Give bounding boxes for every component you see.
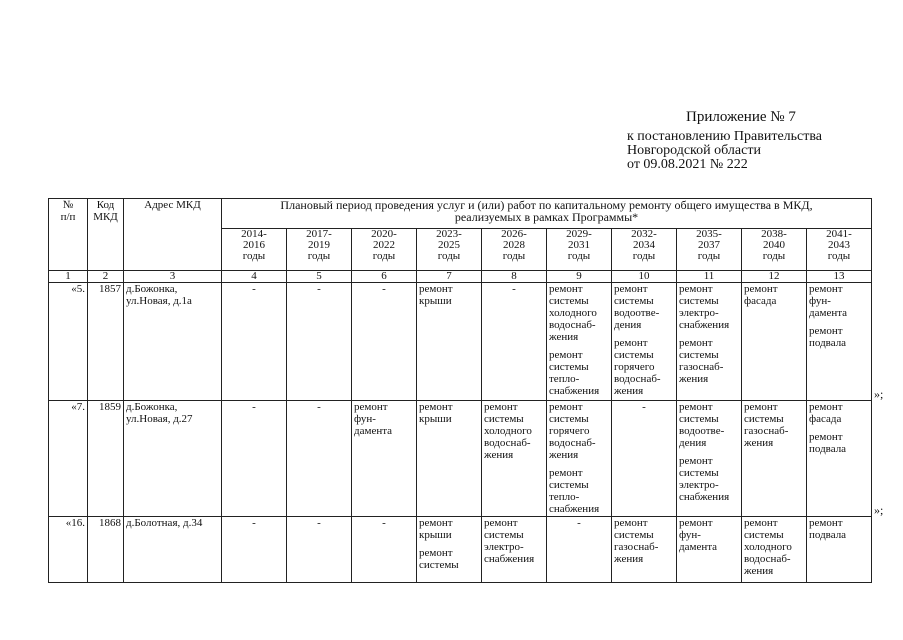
work-item: ремонт фасада — [744, 283, 778, 307]
work-item: ремонт системы холодного водоснаб- жения — [484, 401, 532, 461]
period-cell — [807, 401, 872, 517]
header-year-period: 2038- 2040 годы — [742, 229, 807, 271]
period-cell — [352, 283, 417, 401]
no-work-dash: - — [642, 401, 646, 413]
column-number: 5 — [287, 271, 352, 283]
period-cell — [352, 401, 417, 517]
period-cell — [287, 517, 352, 583]
row-number: «16. — [49, 517, 88, 583]
column-number: 10 — [612, 271, 677, 283]
period-cell — [547, 517, 612, 583]
work-item: ремонт крыши — [419, 517, 453, 541]
work-item: ремонт фасада — [809, 401, 843, 425]
decree-reference — [627, 130, 822, 172]
work-item: ремонт системы горячего водоснаб- жения — [549, 401, 596, 461]
work-item: ремонт фун- дамента — [679, 517, 718, 553]
header-address: Адрес МКД — [124, 199, 222, 271]
column-number: 8 — [482, 271, 547, 283]
period-cell — [482, 517, 547, 583]
period-cell — [287, 283, 352, 401]
work-item: ремонт системы холодного водоснаб- жения — [744, 517, 792, 577]
row-number: «7. — [49, 401, 88, 517]
period-cell — [352, 517, 417, 583]
row-number: «5. — [49, 283, 88, 401]
period-cell — [742, 401, 807, 517]
decree-line-2: Новгородской области — [627, 143, 761, 158]
period-cell — [222, 517, 287, 583]
header-year-period: 2026- 2028 годы — [482, 229, 547, 271]
work-item: ремонт системы электро- снабжения — [679, 455, 730, 503]
column-number: 12 — [742, 271, 807, 283]
period-cell — [417, 401, 482, 517]
column-number: 11 — [677, 271, 742, 283]
work-item: ремонт системы тепло- снабжения — [549, 467, 600, 515]
no-work-dash: - — [382, 517, 386, 529]
period-cell — [677, 283, 742, 401]
no-work-dash: - — [317, 283, 321, 295]
mkd-code: 1857 — [88, 283, 124, 401]
table-row — [49, 283, 872, 401]
header-year-period: 2035- 2037 годы — [677, 229, 742, 271]
period-cell — [677, 517, 742, 583]
mkd-code: 1859 — [88, 401, 124, 517]
header-planned-period: Плановый период проведения услуг и (или) работ по капитальному ремонту общего имущества в МКД, реализуемых в рамках Программы* — [222, 199, 872, 229]
work-item: ремонт крыши — [419, 283, 453, 307]
row-closing-quote: »; — [874, 386, 884, 401]
no-work-dash: - — [382, 283, 386, 295]
no-work-dash: - — [252, 517, 256, 529]
mkd-address: д.Божонка, ул.Новая, д.27 — [124, 401, 222, 517]
column-number: 4 — [222, 271, 287, 283]
header-year-period: 2029- 2031 годы — [547, 229, 612, 271]
column-number: 7 — [417, 271, 482, 283]
work-item: ремонт крыши — [419, 401, 453, 425]
table-row — [49, 517, 872, 583]
period-cell — [417, 283, 482, 401]
work-item: ремонт фун- дамента — [354, 401, 393, 437]
header-year-period: 2041- 2043 годы — [807, 229, 872, 271]
header-year-period: 2023- 2025 годы — [417, 229, 482, 271]
column-number: 3 — [124, 271, 222, 283]
work-item: ремонт системы электро- снабжения — [679, 283, 730, 331]
no-work-dash: - — [577, 517, 581, 529]
period-cell — [222, 283, 287, 401]
period-cell — [417, 517, 482, 583]
period-cell — [612, 517, 677, 583]
header-year-period: 2032- 2034 годы — [612, 229, 677, 271]
work-item: ремонт подвала — [809, 431, 847, 455]
work-item: ремонт подвала — [809, 325, 847, 349]
column-number: 6 — [352, 271, 417, 283]
work-item: ремонт системы газоснаб- жения — [744, 401, 789, 449]
header-no: № п/п — [49, 199, 88, 271]
header-code: Код МКД — [88, 199, 124, 271]
no-work-dash: - — [252, 401, 256, 413]
period-cell — [482, 283, 547, 401]
period-cell — [222, 401, 287, 517]
header-year-period: 2017- 2019 годы — [287, 229, 352, 271]
period-cell — [807, 283, 872, 401]
period-cell — [547, 283, 612, 401]
header-year-period: 2014- 2016 годы — [222, 229, 287, 271]
work-item: ремонт подвала — [809, 517, 847, 541]
work-item: ремонт системы газоснаб- жения — [614, 517, 659, 565]
decree-line-3: от 09.08.2021 № 222 — [627, 157, 748, 172]
work-item: ремонт системы холодного водоснаб- жения — [549, 283, 597, 343]
mkd-address: д.Божонка, ул.Новая, д.1а — [124, 283, 222, 401]
decree-line-1: к постановлению Правительства — [627, 129, 823, 144]
period-cell — [742, 283, 807, 401]
period-cell — [742, 517, 807, 583]
mkd-code: 1868 — [88, 517, 124, 583]
period-cell — [612, 283, 677, 401]
work-item: ремонт фун- дамента — [809, 283, 848, 319]
capital-repair-table — [48, 198, 872, 583]
appendix-title: Приложение № 7 — [686, 109, 796, 125]
no-work-dash: - — [512, 283, 516, 295]
no-work-dash: - — [252, 283, 256, 295]
column-number: 13 — [807, 271, 872, 283]
column-number: 9 — [547, 271, 612, 283]
mkd-address: д.Болотная, д.34 — [124, 517, 222, 583]
header-year-period: 2020- 2022 годы — [352, 229, 417, 271]
column-number: 1 — [49, 271, 88, 283]
column-number: 2 — [88, 271, 124, 283]
no-work-dash: - — [317, 517, 321, 529]
period-cell — [547, 401, 612, 517]
work-item: ремонт системы водоотве- дения — [679, 401, 725, 449]
work-item: ремонт системы тепло- снабжения — [549, 349, 600, 397]
row-closing-quote: »; — [874, 502, 884, 517]
work-item: ремонт системы электро- снабжения — [484, 517, 535, 565]
work-item: ремонт системы водоотве- дения — [614, 283, 660, 331]
work-item: ремонт системы — [419, 547, 459, 571]
table-row — [49, 401, 872, 517]
period-cell — [612, 401, 677, 517]
period-cell — [677, 401, 742, 517]
work-item: ремонт системы горячего водоснаб- жения — [614, 337, 661, 397]
no-work-dash: - — [317, 401, 321, 413]
period-cell — [807, 517, 872, 583]
period-cell — [482, 401, 547, 517]
work-item: ремонт системы газоснаб- жения — [679, 337, 724, 385]
period-cell — [287, 401, 352, 517]
